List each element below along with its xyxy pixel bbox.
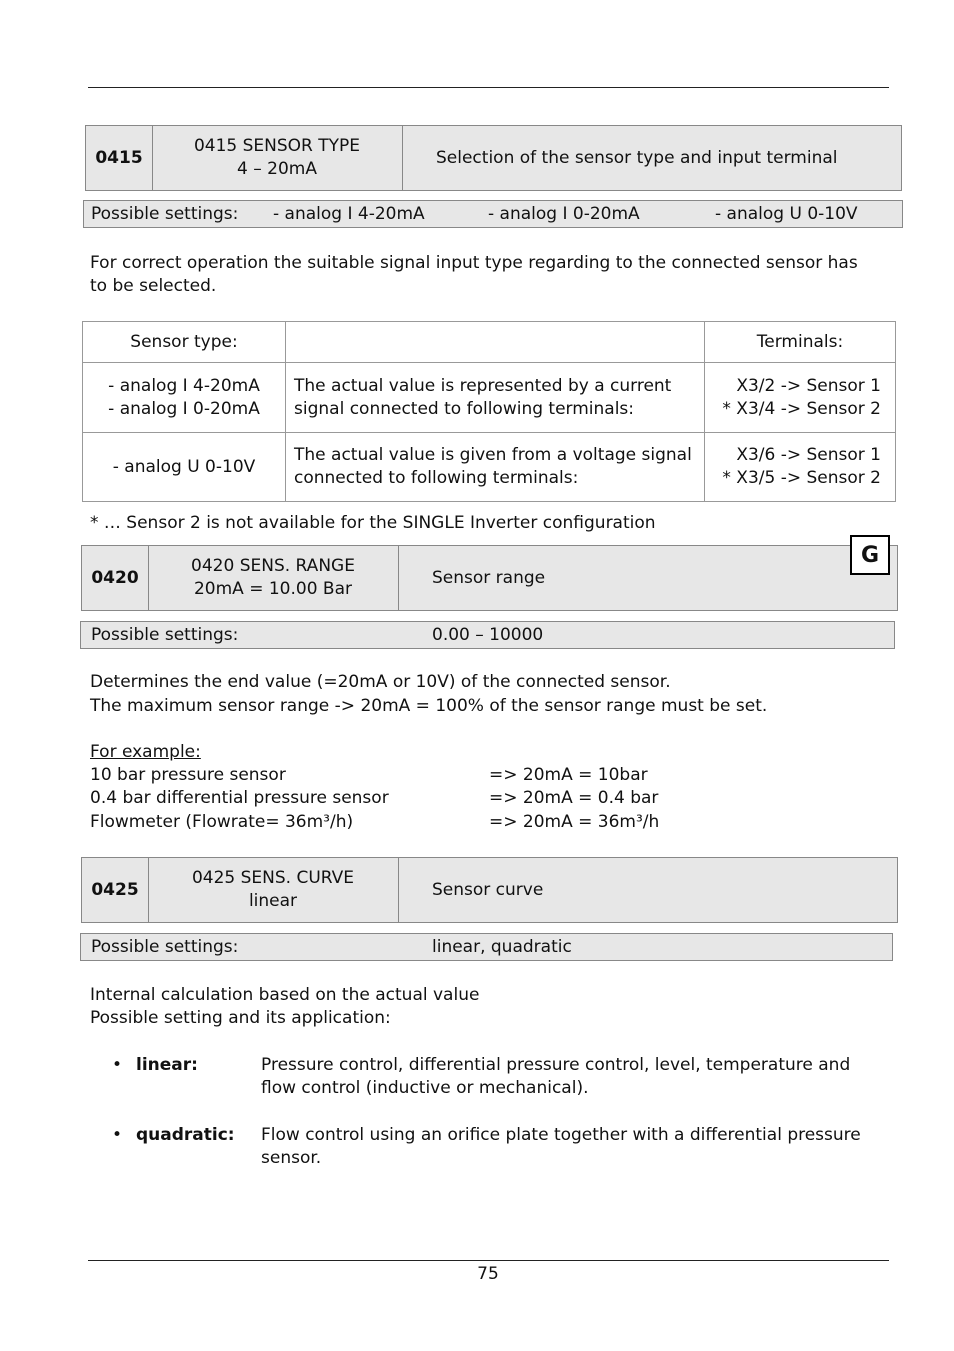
description-cell — [286, 363, 705, 433]
parameter-box-0425 — [81, 857, 898, 923]
table-row — [83, 363, 896, 433]
parameter-box-0420 — [81, 545, 898, 611]
settings-label: Possible settings: — [91, 937, 239, 957]
example-left: Flowmeter (Flowrate= 36m³/h) — [90, 812, 354, 832]
paragraph-line: Determines the end value (=20mA or 10V) of the connected sensor. — [90, 672, 671, 692]
bullet-description — [261, 1054, 891, 1100]
bullet-label: quadratic: — [136, 1125, 235, 1145]
cell-line: - analog I 0-20mA — [108, 398, 260, 419]
settings-label: Possible settings: — [91, 625, 239, 645]
example-right: => 20mA = 36m³/h — [489, 812, 660, 832]
example-left: 0.4 bar differential pressure sensor — [90, 788, 389, 808]
parameter-code: 0420 — [82, 546, 149, 610]
display-line-2: 20mA = 10.00 Bar — [193, 579, 352, 599]
display-line-2: linear — [248, 891, 298, 911]
parameter-box-0415 — [85, 125, 902, 191]
bullet-icon: • — [112, 1055, 123, 1075]
parameter-code: 0415 — [86, 126, 153, 190]
possible-settings-0425 — [80, 933, 893, 961]
possible-settings-0420 — [80, 621, 895, 649]
cell-line: - analog I 4-20mA — [108, 375, 260, 396]
table-row — [83, 433, 896, 502]
example-right: => 20mA = 10bar — [489, 765, 648, 785]
setting-option: - analog U 0-10V — [715, 204, 858, 224]
possible-settings-0415 — [83, 200, 903, 228]
table-header-row — [83, 322, 896, 363]
sensor-type-cell — [83, 363, 286, 433]
example-left: 10 bar pressure sensor — [90, 765, 286, 785]
bullet-description — [261, 1124, 891, 1170]
cell-line: X3/2 -> Sensor 1 — [736, 375, 881, 396]
table-footnote: * … Sensor 2 is not available for the SINGLE Inverter configuration — [90, 513, 656, 533]
parameter-display — [152, 126, 403, 190]
parameter-code: 0425 — [82, 858, 149, 922]
bullet-line: flow control (inductive or mechanical). — [261, 1078, 589, 1098]
cell-line: * X3/4 -> Sensor 2 — [722, 398, 881, 419]
table-header: Sensor type: — [83, 322, 286, 363]
settings-label: Possible settings: — [91, 204, 239, 224]
bullet-line: Pressure control, differential pressure control, level, temperature and — [261, 1055, 851, 1075]
cell-line: The actual value is given from a voltage signal — [294, 445, 692, 465]
setting-option: - analog I 4-20mA — [273, 204, 425, 224]
sensor-type-cell — [83, 433, 286, 502]
bullet-label: linear: — [136, 1055, 198, 1075]
header-rule — [88, 87, 889, 88]
bullet-line: Flow control using an orifice plate together with a differential pressure — [261, 1125, 861, 1145]
paragraph-line: Possible setting and its application: — [90, 1008, 391, 1028]
setting-option: - analog I 0-20mA — [488, 204, 640, 224]
terminals-cell — [705, 433, 896, 502]
paragraph-line: to be selected. — [90, 276, 217, 296]
table-header: Terminals: — [705, 322, 896, 363]
display-line-1: 0420 SENS. RANGE — [191, 556, 355, 576]
display-line-2: 4 – 20mA — [237, 159, 317, 179]
table-header — [286, 322, 705, 363]
parameter-display — [148, 546, 399, 610]
example-heading: For example: — [90, 742, 201, 762]
display-line-1: 0415 SENSOR TYPE — [193, 136, 361, 156]
sensor-type-table — [82, 321, 896, 502]
terminals-cell — [705, 363, 896, 433]
setting-value: linear, quadratic — [432, 937, 572, 957]
cell-line: The actual value is represented by a current — [294, 375, 672, 396]
cell-line: X3/6 -> Sensor 1 — [736, 445, 881, 465]
example-right: => 20mA = 0.4 bar — [489, 788, 659, 808]
description-cell — [286, 433, 705, 502]
g-badge: G — [850, 535, 890, 575]
footer-rule — [88, 1260, 889, 1261]
page-number: 75 — [477, 1264, 499, 1284]
parameter-display — [148, 858, 399, 922]
bullet-line: sensor. — [261, 1148, 322, 1168]
bullet-icon: • — [112, 1125, 123, 1145]
cell-line: connected to following terminals: — [294, 468, 579, 488]
cell-line: signal connected to following terminals: — [294, 398, 635, 419]
cell-line: * X3/5 -> Sensor 2 — [722, 468, 881, 488]
cell-line: - analog U 0-10V — [112, 456, 256, 477]
parameter-description: Sensor range — [432, 568, 546, 588]
paragraph-line: Internal calculation based on the actual value — [90, 985, 480, 1005]
paragraph-line: For correct operation the suitable signal input type regarding to the connected sensor has — [90, 253, 858, 273]
parameter-description: Sensor curve — [432, 880, 544, 900]
parameter-description: Selection of the sensor type and input terminal — [436, 148, 838, 168]
paragraph-line: The maximum sensor range -> 20mA = 100% of the sensor range must be set. — [90, 696, 768, 716]
display-line-1: 0425 SENS. CURVE — [191, 868, 355, 888]
setting-value: 0.00 – 10000 — [432, 625, 544, 645]
